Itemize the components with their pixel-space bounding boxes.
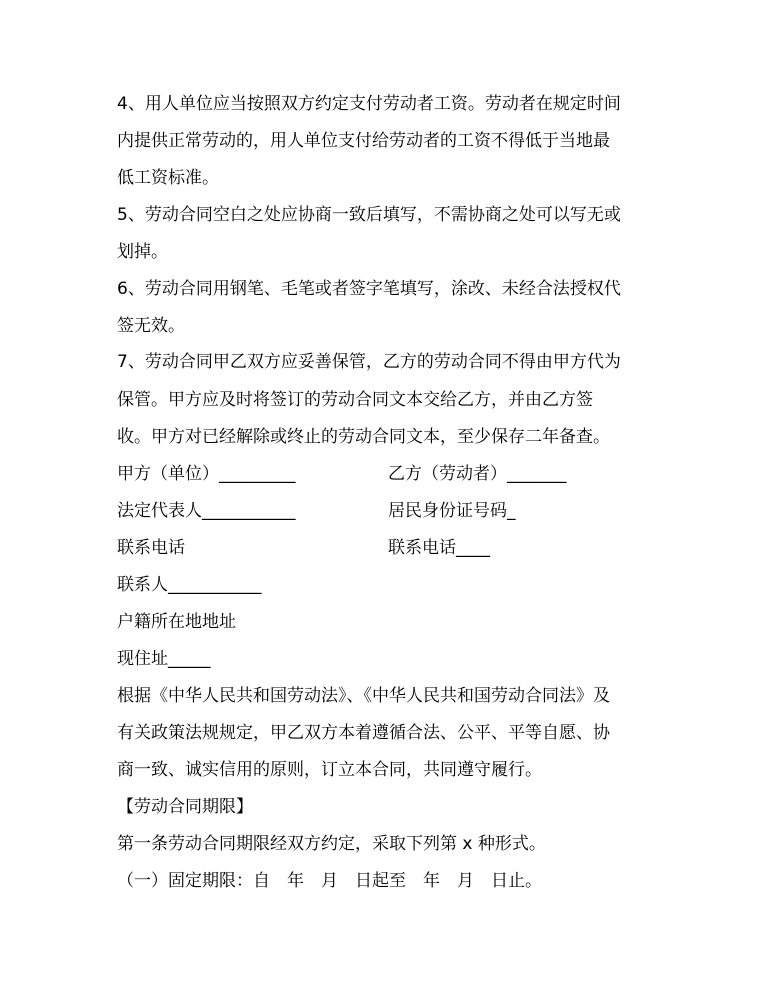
clause-6-line-2: 签无效。: [117, 316, 185, 336]
clause-5-line-2: 划掉。: [117, 242, 168, 262]
preamble-line-3: 商一致、诚实信用的原则，订立本合同，共同遵守履行。: [117, 760, 542, 780]
clause-4-line-1: 4、用人单位应当按照双方约定支付劳动者工资。劳动者在规定时间: [117, 94, 621, 114]
clause-7-line-2: 保管。甲方应及时将签订的劳动合同文本交给乙方，并由乙方签: [117, 390, 593, 410]
party-a-phone: 联系电话: [117, 538, 185, 558]
clause-4-line-3: 低工资标准。: [117, 168, 219, 188]
section-heading: 【劳动合同期限】: [117, 797, 253, 817]
party-a-current-address: 现住址_____: [117, 649, 211, 669]
preamble-line-1: 根据《中华人民共和国劳动法》、《中华人民共和国劳动合同法》及: [117, 686, 610, 706]
clause-5-line-1: 5、劳动合同空白之处应协商一致后填写，不需协商之处可以写无或: [117, 205, 621, 225]
fixed-term: （一）固定期限：自 年 月 日起至 年 月 日止。: [117, 871, 542, 891]
party-b-id-number: 居民身份证号码_: [388, 501, 516, 521]
clause-4-line-2: 内提供正常劳动的，用人单位支付给劳动者的工资不得低于当地最: [117, 131, 610, 151]
preamble-line-2: 有关政策法规规定，甲乙双方本着遵循合法、公平、平等自愿、协: [117, 723, 610, 743]
clause-7-line-1: 7、劳动合同甲乙双方应妥善保管，乙方的劳动合同不得由甲方代为: [117, 352, 621, 372]
article-1: 第一条劳动合同期限经双方约定，采取下列第 x 种形式。: [117, 834, 546, 854]
party-b-name: 乙方（劳动者）_______: [388, 464, 567, 484]
party-a-contact: 联系人___________: [117, 575, 262, 595]
party-a-household-address: 户籍所在地地址: [117, 612, 236, 632]
clause-7-line-3: 收。甲方对已经解除或终止的劳动合同文本，至少保存二年备查。: [117, 427, 610, 447]
party-b-phone: 联系电话____: [388, 538, 490, 558]
party-a-name: 甲方（单位）_________: [117, 464, 296, 484]
clause-6-line-1: 6、劳动合同用钢笔、毛笔或者签字笔填写，涂改、未经合法授权代: [117, 279, 621, 299]
party-a-representative: 法定代表人___________: [117, 501, 296, 521]
